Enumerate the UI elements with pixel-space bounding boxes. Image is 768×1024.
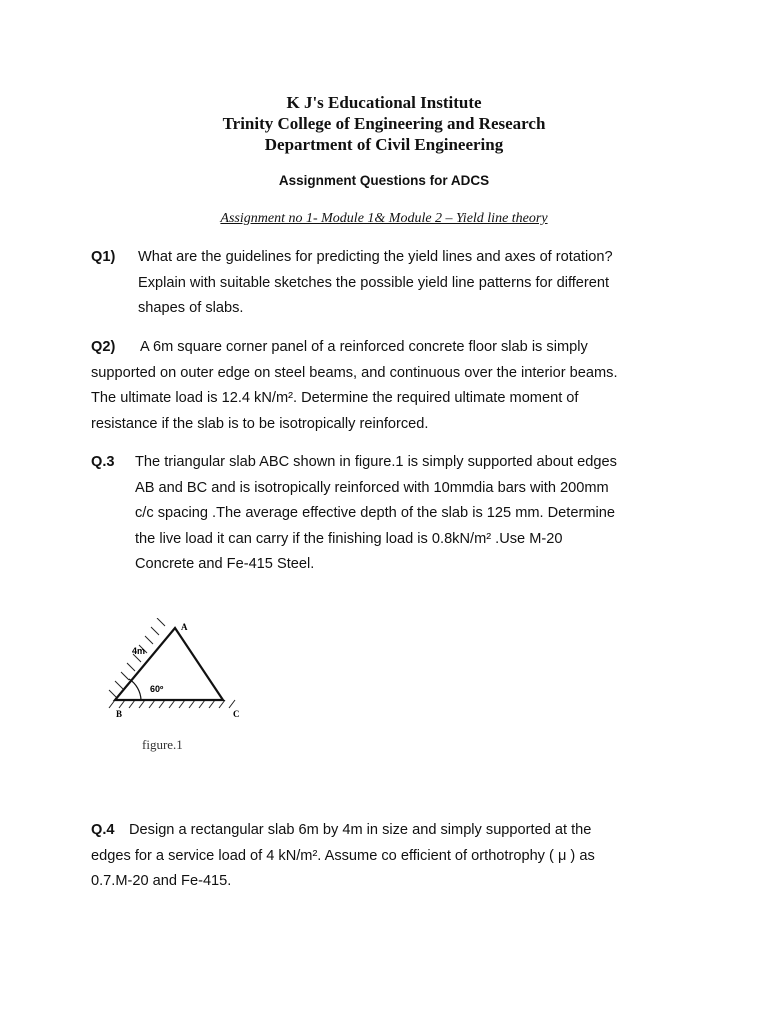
question-line: edges for a service load of 4 kN/m². Assume co efficient of orthotrophy ( μ ) as: [91, 847, 595, 864]
question-line: 0.7.M-20 and Fe-415.: [91, 873, 232, 889]
question-line: shapes of slabs.: [138, 300, 244, 316]
question-label: Q1): [91, 249, 116, 265]
question-line: Design a rectangular slab 6m by 4m in size and simply supported at the: [129, 822, 592, 838]
side-length-label: 4m: [132, 646, 146, 656]
assignment-subtitle: Assignment Questions for ADCS: [278, 173, 490, 188]
question-label: Q.3: [91, 454, 115, 470]
question-line: A 6m square corner panel of a reinforced concrete floor slab is simply: [140, 339, 588, 355]
question-line: Concrete and Fe-415 Steel.: [135, 556, 315, 572]
support-hatching-bc: [109, 700, 235, 708]
question-line: c/c spacing .The average effective depth of the slab is 125 mm. Determine: [135, 505, 615, 521]
triangular-slab-figure: [105, 618, 255, 753]
vertex-label-b: B: [116, 709, 123, 719]
question-line: The ultimate load is 12.4 kN/m². Determine the required ultimate moment of: [91, 390, 579, 406]
triangle-outline: [115, 628, 223, 700]
question-line: the live load it can carry if the finishing load is 0.8kN/m² .Use M-20: [135, 530, 563, 547]
question-line: resistance if the slab is to be isotropically reinforced.: [91, 415, 429, 432]
question-line: AB and BC and is isotropically reinforced with 10mmdia bars with 200mm: [135, 479, 609, 496]
college-name: Trinity College of Engineering and Research: [222, 114, 546, 133]
question-line: supported on outer edge on steel beams, and continuous over the interior beams.: [91, 364, 618, 381]
assignment-title-text: Assignment no 1- Module 1& Module 2 – Yield line theory: [220, 211, 548, 226]
vertex-label-c: C: [233, 709, 240, 719]
figure-caption: figure.1: [142, 737, 183, 752]
question-line: What are the guidelines for predicting the yield lines and axes of rotation?: [138, 249, 613, 265]
institute-name: K J's Educational Institute: [286, 93, 482, 112]
document-header: [0, 92, 768, 155]
angle-label: 60º: [150, 684, 164, 694]
question-line: Explain with suitable sketches the possible yield line patterns for different: [138, 274, 610, 291]
question-line: The triangular slab ABC shown in figure.1 is simply supported about edges: [135, 454, 617, 470]
department-name: Department of Civil Engineering: [264, 135, 504, 154]
question-label: Q2): [91, 339, 116, 355]
assignment-title: [0, 211, 768, 227]
question-label: Q.4: [91, 822, 115, 838]
vertex-label-a: A: [181, 622, 188, 632]
